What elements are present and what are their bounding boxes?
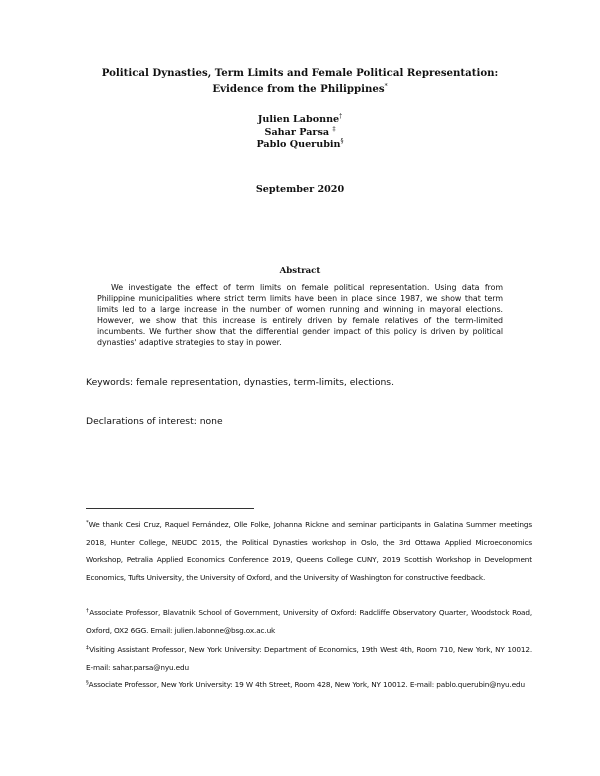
footnote-acknowledgements: [86, 515, 532, 586]
author-name: Pablo Querubin: [256, 139, 341, 150]
footnote-divider: [86, 508, 254, 509]
footnote-author-1: [86, 603, 532, 639]
footnote-text: We thank Cesi Cruz, Raquel Fernández, Olle Folke, Johanna Rickne and seminar participants in Galatina Summer meetings 2018, Hunter College, NEUDC 2015, the Political Dynasties workshop in Oslo, the 3rd Ottawa Applied Microeconomics Workshop, Petralia Applied Economics Conference 2019, Queens College CUNY, 2019 Scottish Workshop in Development Economics, Tufts University, the University of Oxford, and the University of Washington for constructive feedback.: [86, 520, 532, 582]
title-text-2: Evidence from the Philippines: [212, 83, 385, 95]
author-footnote-mark: §: [340, 138, 344, 145]
footnote-author-3: [86, 675, 532, 694]
author-name: Sahar Parsa: [264, 127, 330, 138]
keywords: Keywords: female representation, dynasties, term-limits, elections.: [86, 377, 394, 388]
declarations-of-interest: Declarations of interest: none: [86, 416, 223, 427]
title-footnote-mark: *: [384, 83, 388, 90]
author-3: [100, 135, 500, 151]
title-text-1: Political Dynasties, Term Limits and Female Political Representation:: [101, 67, 499, 79]
footnote-text: Associate Professor, New York University: 19 W 4th Street, Room 428, New York, NY 10012. E-mail: pablo.querubin@nyu.edu: [88, 680, 525, 689]
paper-title-line-1: [60, 66, 540, 80]
footnote-author-2: [86, 640, 532, 676]
paper-title-line-2: [60, 80, 540, 96]
abstract-text: We investigate the effect of term limits on female political representation. Using data from Philippine municipalities where strict term limits have been in place since 1987, we show that term limits led to a large increase in the number of women running and winning in mayoral elections. However, we show that this increase is entirely driven by female relatives of the term-limited incumbents. We further show that the differential gender impact of this policy is driven by political dynasties' adaptive strategies to stay in power.: [97, 283, 503, 347]
abstract-heading: Abstract: [279, 266, 321, 276]
footnote-mark: †: [86, 608, 90, 614]
footnote-mark: §: [86, 680, 89, 686]
footnote-mark: *: [86, 520, 89, 526]
author-footnote-mark: ‡: [332, 126, 336, 133]
publication-date: September 2020: [255, 184, 345, 195]
footnote-text: Visiting Assistant Professor, New York University: Department of Economics, 19th West 4th, Room 710, New York, NY 10012. E-mail: sahar.parsa@nyu.edu: [86, 645, 532, 672]
author-name: Julien Labonne: [257, 114, 340, 125]
footnote-text: Associate Professor, Blavatnik School of Government, University of Oxford: Radcliffe Observatory Quarter, Woodstock Road, Oxford, OX2 6GG. Email: julien.labonne@bsg.ox.ac.uk: [86, 608, 532, 635]
author-footnote-mark: †: [339, 113, 343, 120]
footnote-mark: ‡: [86, 645, 90, 651]
